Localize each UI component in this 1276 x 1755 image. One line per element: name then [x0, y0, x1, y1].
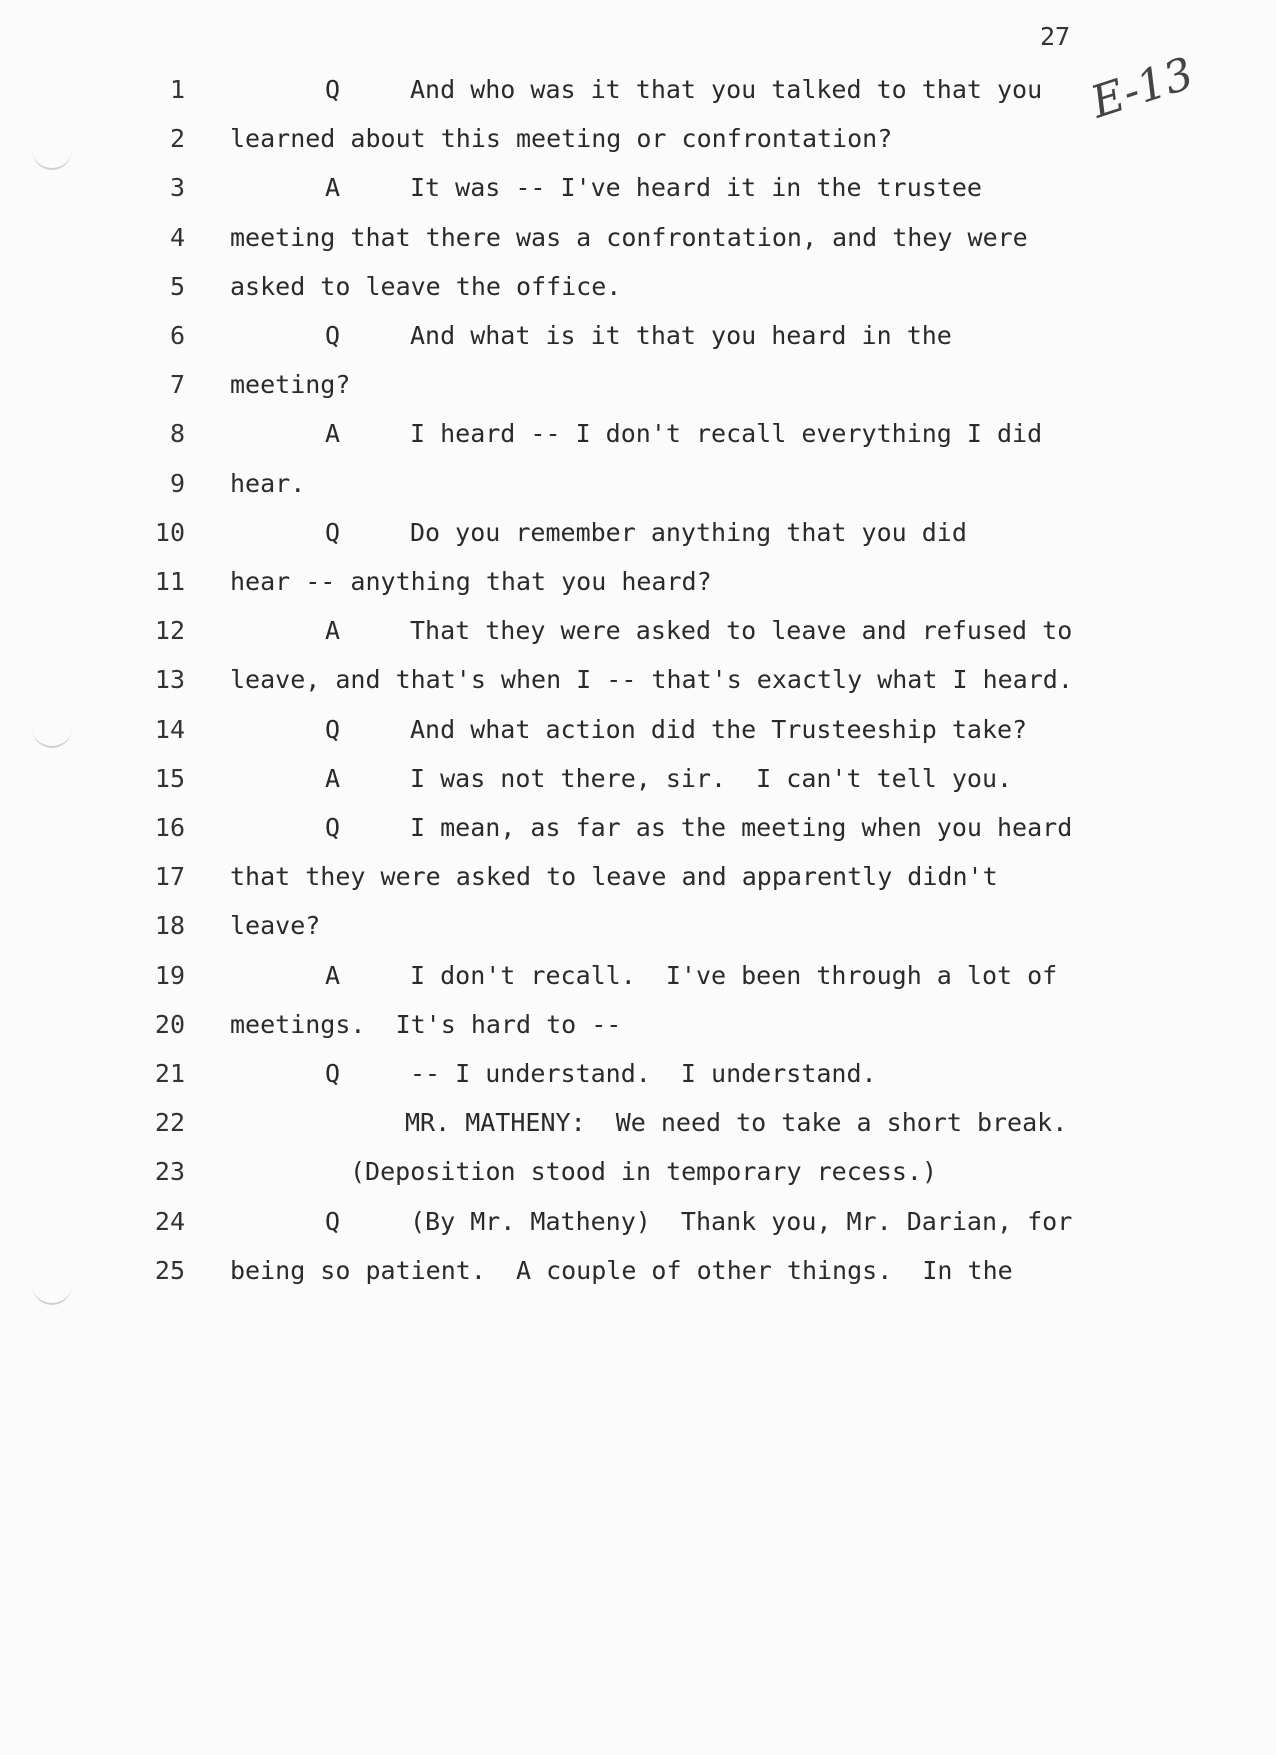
speaker-label: A — [325, 960, 341, 990]
transcript-line — [0, 759, 1200, 799]
transcript-line — [0, 70, 1200, 110]
line-text: I heard -- I don't recall everything I did — [410, 419, 1043, 449]
line-number: 3 — [169, 173, 185, 203]
line-text: That they were asked to leave and refused to — [410, 616, 1073, 646]
line-text: It was -- I've heard it in the trustee — [410, 173, 982, 203]
line-number: 10 — [154, 517, 185, 547]
transcript-line — [0, 414, 1200, 454]
testimony-line — [325, 414, 1042, 454]
line-text: (By Mr. Matheny) Thank you, Mr. Darian, for — [410, 1206, 1073, 1236]
line-number: 15 — [154, 763, 185, 793]
transcript-line — [0, 267, 1200, 307]
line-text: And what is it that you heard in the — [410, 321, 952, 350]
testimony-line — [325, 759, 1012, 799]
line-number: 16 — [154, 813, 185, 842]
transcript-line — [0, 1054, 1200, 1094]
line-number: 18 — [154, 911, 185, 941]
transcript-line — [0, 168, 1200, 208]
line-text: learned about this meeting or confrontation? — [230, 124, 893, 154]
page-number: 27 — [1040, 22, 1071, 51]
line-text: MR. MATHENY: We need to take a short break. — [405, 1108, 1068, 1138]
transcript-line — [0, 956, 1200, 996]
line-text: I don't recall. I've been through a lot of — [410, 960, 1058, 990]
line-text: I was not there, sir. I can't tell you. — [410, 763, 1013, 793]
line-text: I mean, as far as the meeting when you heard — [410, 813, 1073, 842]
line-number: 13 — [154, 665, 185, 695]
line-number: 6 — [169, 321, 185, 350]
line-number: 23 — [154, 1157, 185, 1187]
line-text: hear. — [230, 468, 306, 498]
speaker-label: Q — [325, 714, 341, 744]
transcript-line — [0, 365, 1200, 405]
line-text: asked to leave the office. — [230, 271, 622, 301]
testimony-line — [325, 1054, 877, 1094]
line-text: being so patient. A couple of other things. In the — [230, 1255, 1013, 1285]
line-number: 9 — [169, 468, 185, 498]
transcript-line — [0, 119, 1200, 159]
line-number: 14 — [154, 714, 185, 744]
transcript-line — [0, 1251, 1200, 1291]
speaker-label: Q — [325, 75, 341, 104]
line-number: 17 — [154, 862, 185, 892]
line-text: leave, and that's when I -- that's exactly what I heard. — [230, 665, 1073, 695]
speaker-label: Q — [325, 813, 341, 842]
line-text: meetings. It's hard to -- — [230, 1009, 622, 1039]
line-number: 5 — [169, 271, 185, 301]
transcript-line — [0, 611, 1200, 651]
line-number: 2 — [169, 124, 185, 154]
speaker-label: A — [325, 616, 341, 646]
transcript-line — [0, 218, 1200, 258]
speaker-label: Q — [325, 1059, 341, 1088]
speaker-label: A — [325, 763, 341, 793]
speaker-label: A — [325, 419, 341, 449]
speaker-label: A — [325, 173, 341, 203]
handwritten-exhibit-mark: E-13 — [1085, 47, 1200, 129]
line-text: And what action did the Trusteeship take? — [410, 714, 1028, 744]
line-number: 24 — [154, 1206, 185, 1236]
line-number: 7 — [169, 370, 185, 400]
testimony-line — [325, 611, 1072, 651]
transcript-line — [0, 316, 1200, 356]
line-number: 11 — [154, 567, 185, 596]
speaker-label: Q — [325, 517, 341, 547]
line-number: 19 — [154, 960, 185, 990]
line-text: that they were asked to leave and apparently didn't — [230, 862, 998, 892]
transcript-line — [0, 857, 1200, 897]
line-text: Do you remember anything that you did — [410, 517, 967, 547]
transcript-line — [0, 513, 1200, 553]
testimony-line — [325, 316, 952, 356]
testimony-line — [325, 956, 1057, 996]
testimony-line — [325, 1202, 1072, 1242]
line-number: 25 — [154, 1255, 185, 1285]
transcript-line — [0, 808, 1200, 848]
transcript-line — [0, 1005, 1200, 1045]
transcript-line — [0, 906, 1200, 946]
testimony-line — [325, 808, 1072, 848]
speaker-label: Q — [325, 1206, 341, 1236]
transcript-line — [0, 562, 1200, 602]
testimony-line — [325, 168, 982, 208]
transcript-line — [0, 1202, 1200, 1242]
transcript-line — [0, 710, 1200, 750]
line-number: 12 — [154, 616, 185, 646]
line-text: And who was it that you talked to that you — [410, 75, 1043, 104]
line-number: 20 — [154, 1009, 185, 1039]
line-text: meeting? — [230, 370, 351, 400]
line-text: leave? — [230, 911, 321, 941]
transcript-line — [0, 660, 1200, 700]
speaker-label: Q — [325, 321, 341, 350]
line-number: 21 — [154, 1059, 185, 1088]
line-text: -- I understand. I understand. — [410, 1059, 877, 1088]
testimony-line — [325, 513, 967, 553]
line-text: meeting that there was a confrontation, and they were — [230, 222, 1028, 252]
line-number: 8 — [169, 419, 185, 449]
testimony-line — [325, 70, 1042, 110]
transcript-line — [0, 464, 1200, 504]
transcript-line — [0, 1103, 1200, 1143]
line-text: (Deposition stood in temporary recess.) — [350, 1157, 937, 1187]
testimony-line — [325, 710, 1027, 750]
line-text: hear -- anything that you heard? — [230, 567, 712, 596]
line-number: 4 — [169, 222, 185, 252]
line-number: 1 — [169, 75, 185, 104]
transcript-line — [0, 1152, 1200, 1192]
line-number: 22 — [154, 1108, 185, 1138]
